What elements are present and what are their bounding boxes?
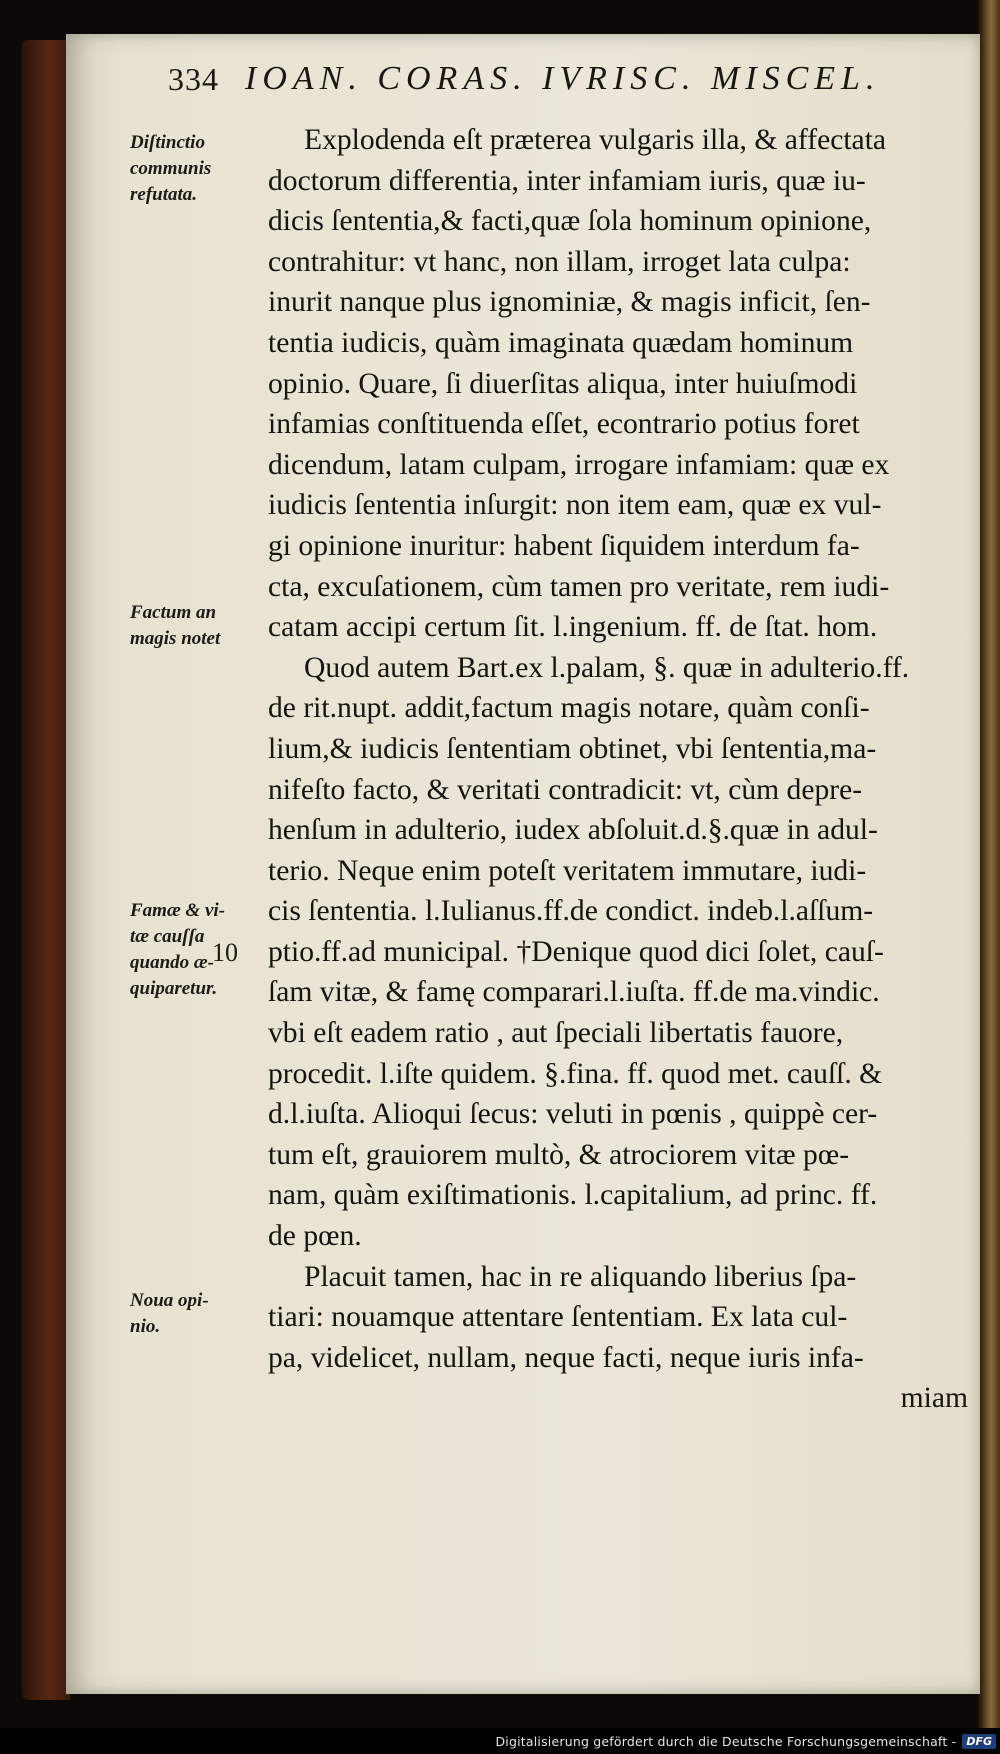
footer-bar: [0, 1728, 1000, 1754]
text-line: catam accipi certum ſit. l.ingenium. ff. de ſtat. hom.: [268, 611, 878, 644]
text-line: tentia iudicis, quàm imaginata quædam hominum: [268, 326, 854, 359]
footer-credit: Digitalisierung gefördert durch die Deutsche Forschungsgemeinschaft -: [495, 1733, 957, 1749]
marginal-note: Famæ & vi- tæ cauſſa quando æ- quiparetur.: [130, 900, 225, 999]
text-line: doctorum differentia, inter infamiam iuris, quæ iu-: [268, 164, 866, 197]
text-line: nam, quàm exiſtimationis. l.capitalium, ad princ. ff.: [268, 1179, 878, 1212]
text-line: gi opinione inuritur: habent ſiquidem interdum fa-: [268, 529, 860, 562]
text-line: ptio.ff.ad municipal. †Denique quod dici ſolet, cauſ-: [268, 935, 884, 968]
text-line: nifeſto facto, & veritati contradicit: vt, cùm depre-: [268, 773, 863, 806]
text-line: iudicis ſententia inſurgit: non item eam, quæ ex vul-: [268, 489, 882, 522]
text-line: dicis ſententia,& facti,quæ ſola hominum opinione,: [268, 205, 872, 238]
dfg-logo: DFG: [962, 1734, 996, 1749]
line-number: 10: [212, 938, 238, 967]
text-line: terio. Neque enim poteſt veritatem immutare, iudi-: [268, 854, 867, 887]
text-line: miam: [900, 1382, 968, 1415]
text-line: tiari: nouamque attentare ſententiam. Ex lata cul-: [268, 1301, 848, 1334]
text-line: pa, videlicet, nullam, neque facti, neque iuris infa-: [268, 1341, 864, 1374]
marginal-note: Factum an magis notet: [130, 602, 221, 649]
text-line: d.l.iuſta. Alioqui ſecus: veluti in pœnis , quippè cer-: [268, 1098, 878, 1131]
text-line: Placuit tamen, hac in re aliquando liberius ſpa-: [304, 1260, 857, 1293]
text-line: procedit. l.iſte quidem. §.fina. ff. quod met. cauſſ. &: [268, 1057, 883, 1090]
text-line: de rit.nupt. addit,factum magis notare, quàm conſi-: [268, 692, 870, 725]
text-line: contrahitur: vt hanc, non illam, irroget lata culpa:: [268, 245, 851, 278]
book-cover-left-edge: [22, 40, 70, 1700]
text-line: henſum in adulterio, iudex abſoluit.d.§.quæ in adul-: [268, 814, 878, 847]
text-line: cis ſententia. l.Iulianus.ff.de condict. indeb.l.aſſum-: [268, 895, 874, 928]
marginal-note: Diſtinctio communis refutata.: [130, 132, 212, 205]
text-line: inurit nanque plus ignominiæ, & magis inficit, ſen-: [268, 286, 871, 319]
running-title: IOAN. CORAS. IVRISC. MISCEL.: [245, 60, 881, 97]
text-line: cta, excuſationem, cùm tamen pro veritate, rem iudi-: [268, 570, 890, 603]
page-number: 334: [168, 60, 219, 97]
marginal-note: Noua opi- nio.: [130, 1290, 209, 1337]
text-line: Quod autem Bart.ex l.palam, §. quæ in adulterio.ff.: [304, 651, 910, 684]
text-line: ſam vitæ, & famę comparari.l.iuſta. ff.de ma.vindic.: [268, 976, 880, 1009]
page-header: [168, 48, 928, 110]
text-line: opinio. Quare, ſi diuerſitas aliqua, inter huiuſmodi: [268, 367, 858, 400]
body-text: [268, 120, 968, 1419]
text-line: dicendum, latam culpam, irrogare infamiam: quæ ex: [268, 448, 890, 481]
text-line: lium,& iudicis ſententiam obtinet, vbi ſententia,ma-: [268, 732, 877, 765]
text-line: infamias conſtituenda eſſet, econtrario potius foret: [268, 408, 860, 441]
text-line: de pœn.: [268, 1220, 362, 1253]
text-line: tum eſt, grauiorem multò, & atrociorem vitæ pœ-: [268, 1138, 850, 1171]
book-cover-right-edge: [978, 0, 1000, 1754]
text-line: Explodenda eſt præterea vulgaris illa, & affectata: [304, 124, 887, 156]
text-line: vbi eſt eadem ratio , aut ſpeciali libertatis fauore,: [268, 1017, 844, 1050]
